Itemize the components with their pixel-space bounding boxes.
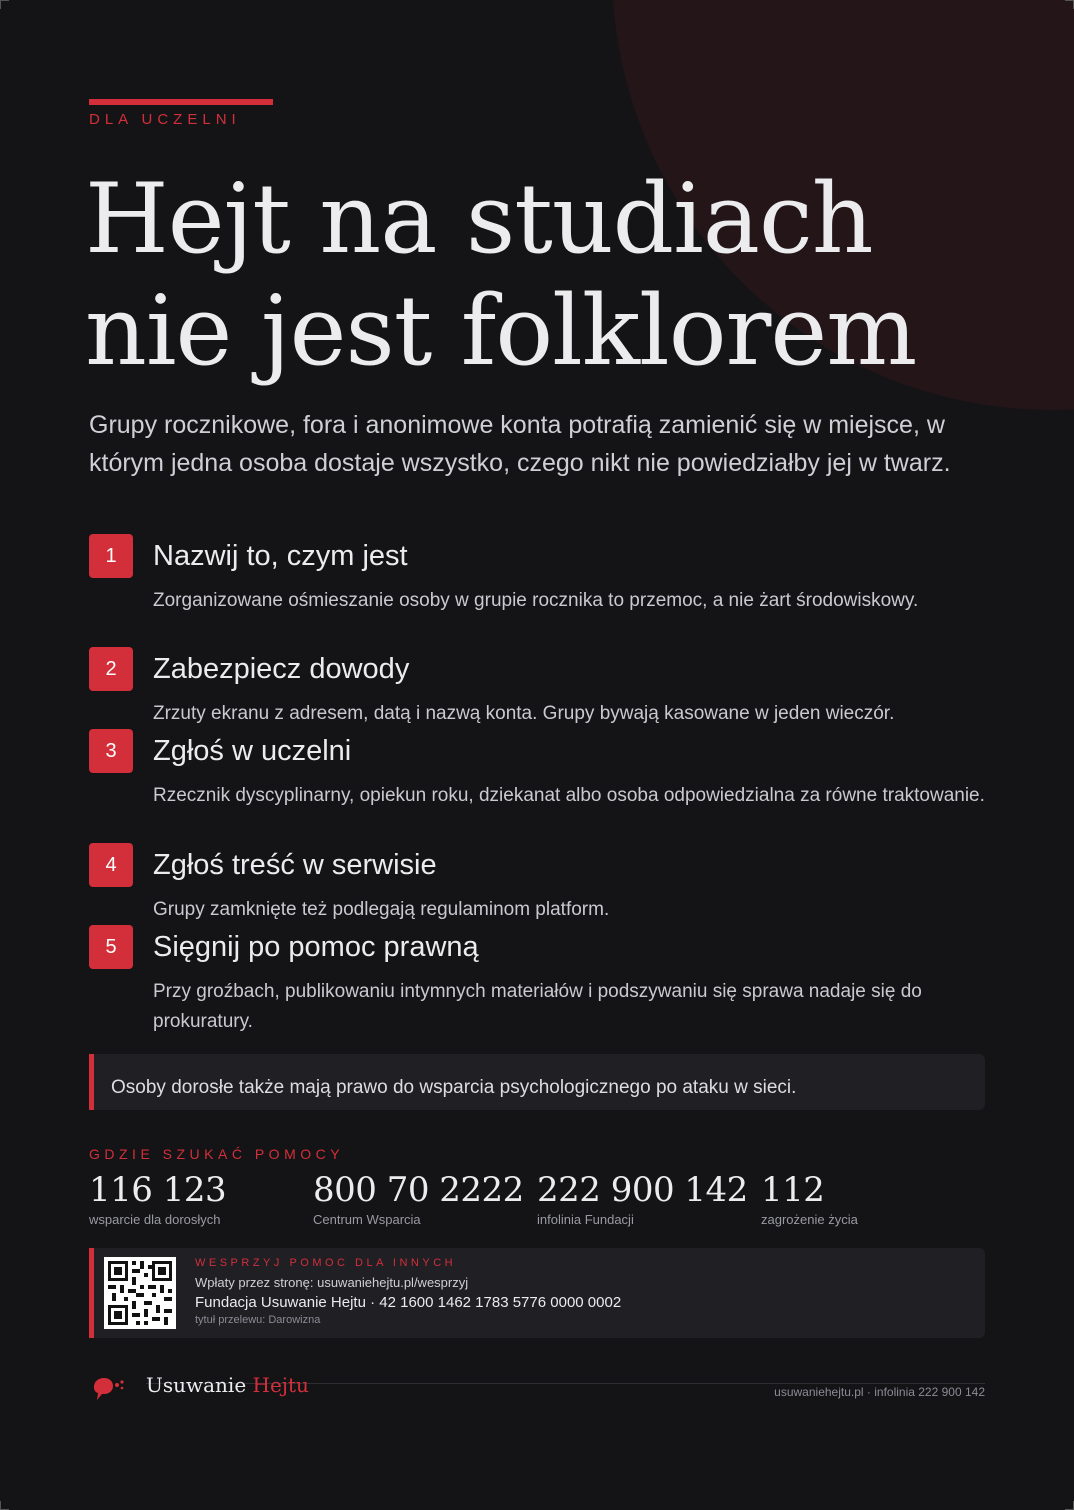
crop-mark bbox=[0, 0, 9, 9]
speech-bubble-icon bbox=[91, 1376, 127, 1409]
step-description: Zrzuty ekranu z adresem, datą i nazwą konta. Grupy bywają kasowane w jeden wieczór. bbox=[153, 703, 895, 724]
help-section-label: GDZIE SZUKAĆ POMOCY bbox=[89, 1146, 345, 1162]
kicker-bar bbox=[89, 99, 273, 105]
step-title: Zgłoś w uczelni bbox=[153, 735, 352, 767]
title-line-2: nie jest folklorem bbox=[85, 275, 917, 387]
phone-description: Centrum Wsparcia bbox=[313, 1212, 421, 1227]
donation-label: WESPRZYJ POMOC DLA INNYCH bbox=[195, 1257, 457, 1269]
phone-entry bbox=[761, 1168, 858, 1228]
phone-entry bbox=[537, 1168, 748, 1228]
phone-description: wsparcie dla dorosłych bbox=[89, 1212, 221, 1227]
step-title: Nazwij to, czym jest bbox=[153, 540, 408, 572]
crop-mark bbox=[0, 1501, 9, 1510]
logo-wordmark bbox=[146, 1373, 309, 1397]
step-description: Rzecznik dyscyplinarny, opiekun roku, dziekanat albo osoba odpowiedzialna za równe traktowanie. bbox=[153, 785, 985, 806]
logo-word-1: Usuwanie bbox=[146, 1373, 247, 1397]
crop-mark bbox=[1065, 0, 1074, 9]
step-title: Zabezpiecz dowody bbox=[153, 653, 410, 685]
logo-word-2: Hejtu bbox=[252, 1373, 309, 1397]
qr-code-icon[interactable] bbox=[104, 1257, 176, 1329]
footer-contact: usuwaniehejtu.pl · infolinia 222 900 142 bbox=[774, 1385, 985, 1399]
phone-entry bbox=[89, 1168, 226, 1228]
crop-mark bbox=[1065, 1501, 1074, 1510]
phone-entry bbox=[313, 1168, 524, 1228]
phone-number: 112 bbox=[761, 1170, 825, 1210]
phone-number: 800 70 2222 bbox=[313, 1170, 524, 1210]
step-number: 2 bbox=[89, 647, 133, 691]
step-number: 5 bbox=[89, 925, 133, 969]
phone-number: 222 900 142 bbox=[537, 1170, 748, 1210]
page-title bbox=[85, 163, 916, 387]
info-note bbox=[89, 1054, 985, 1110]
step-description: Zorganizowane ośmieszanie osoby w grupie rocznika to przemoc, a nie żart środowiskowy. bbox=[153, 590, 919, 611]
donation-url: Wpłaty przez stronę: usuwaniehejtu.pl/wesprzyj bbox=[195, 1275, 469, 1290]
step-description: Grupy zamknięte też podlegają regulaminom platform. bbox=[153, 899, 610, 920]
phone-description: zagrożenie życia bbox=[761, 1212, 858, 1227]
phone-description: infolinia Fundacji bbox=[537, 1212, 634, 1227]
step-description: Przy groźbach, publikowaniu intymnych materiałów i podszywaniu się sprawa nadaje się do prokuratury. bbox=[153, 981, 922, 1032]
donation-account: Fundacja Usuwanie Hejtu · 42 1600 1462 1783 5776 0000 0002 bbox=[195, 1294, 622, 1311]
step-number: 1 bbox=[89, 534, 133, 578]
info-note-text: Osoby dorosłe także mają prawo do wsparcia psychologicznego po ataku w sieci. bbox=[111, 1077, 797, 1098]
title-line-1: Hejt na studiach bbox=[85, 163, 873, 275]
step-number: 3 bbox=[89, 729, 133, 773]
step-title: Zgłoś treść w serwisie bbox=[153, 849, 437, 881]
lead-paragraph: Grupy rocznikowe, fora i anonimowe konta potrafią zamienić się w miejsce, w którym jedna osoba dostaje wszystko, czego nikt nie powiedziałby jej w twarz. bbox=[89, 411, 951, 477]
donation-title: tytuł przelewu: Darowizna bbox=[195, 1314, 321, 1326]
kicker: DLA UCZELNI bbox=[89, 111, 241, 128]
phone-number: 116 123 bbox=[89, 1170, 227, 1210]
step-title: Sięgnij po pomoc prawną bbox=[153, 931, 479, 963]
donation-box bbox=[89, 1248, 985, 1338]
step-number: 4 bbox=[89, 843, 133, 887]
